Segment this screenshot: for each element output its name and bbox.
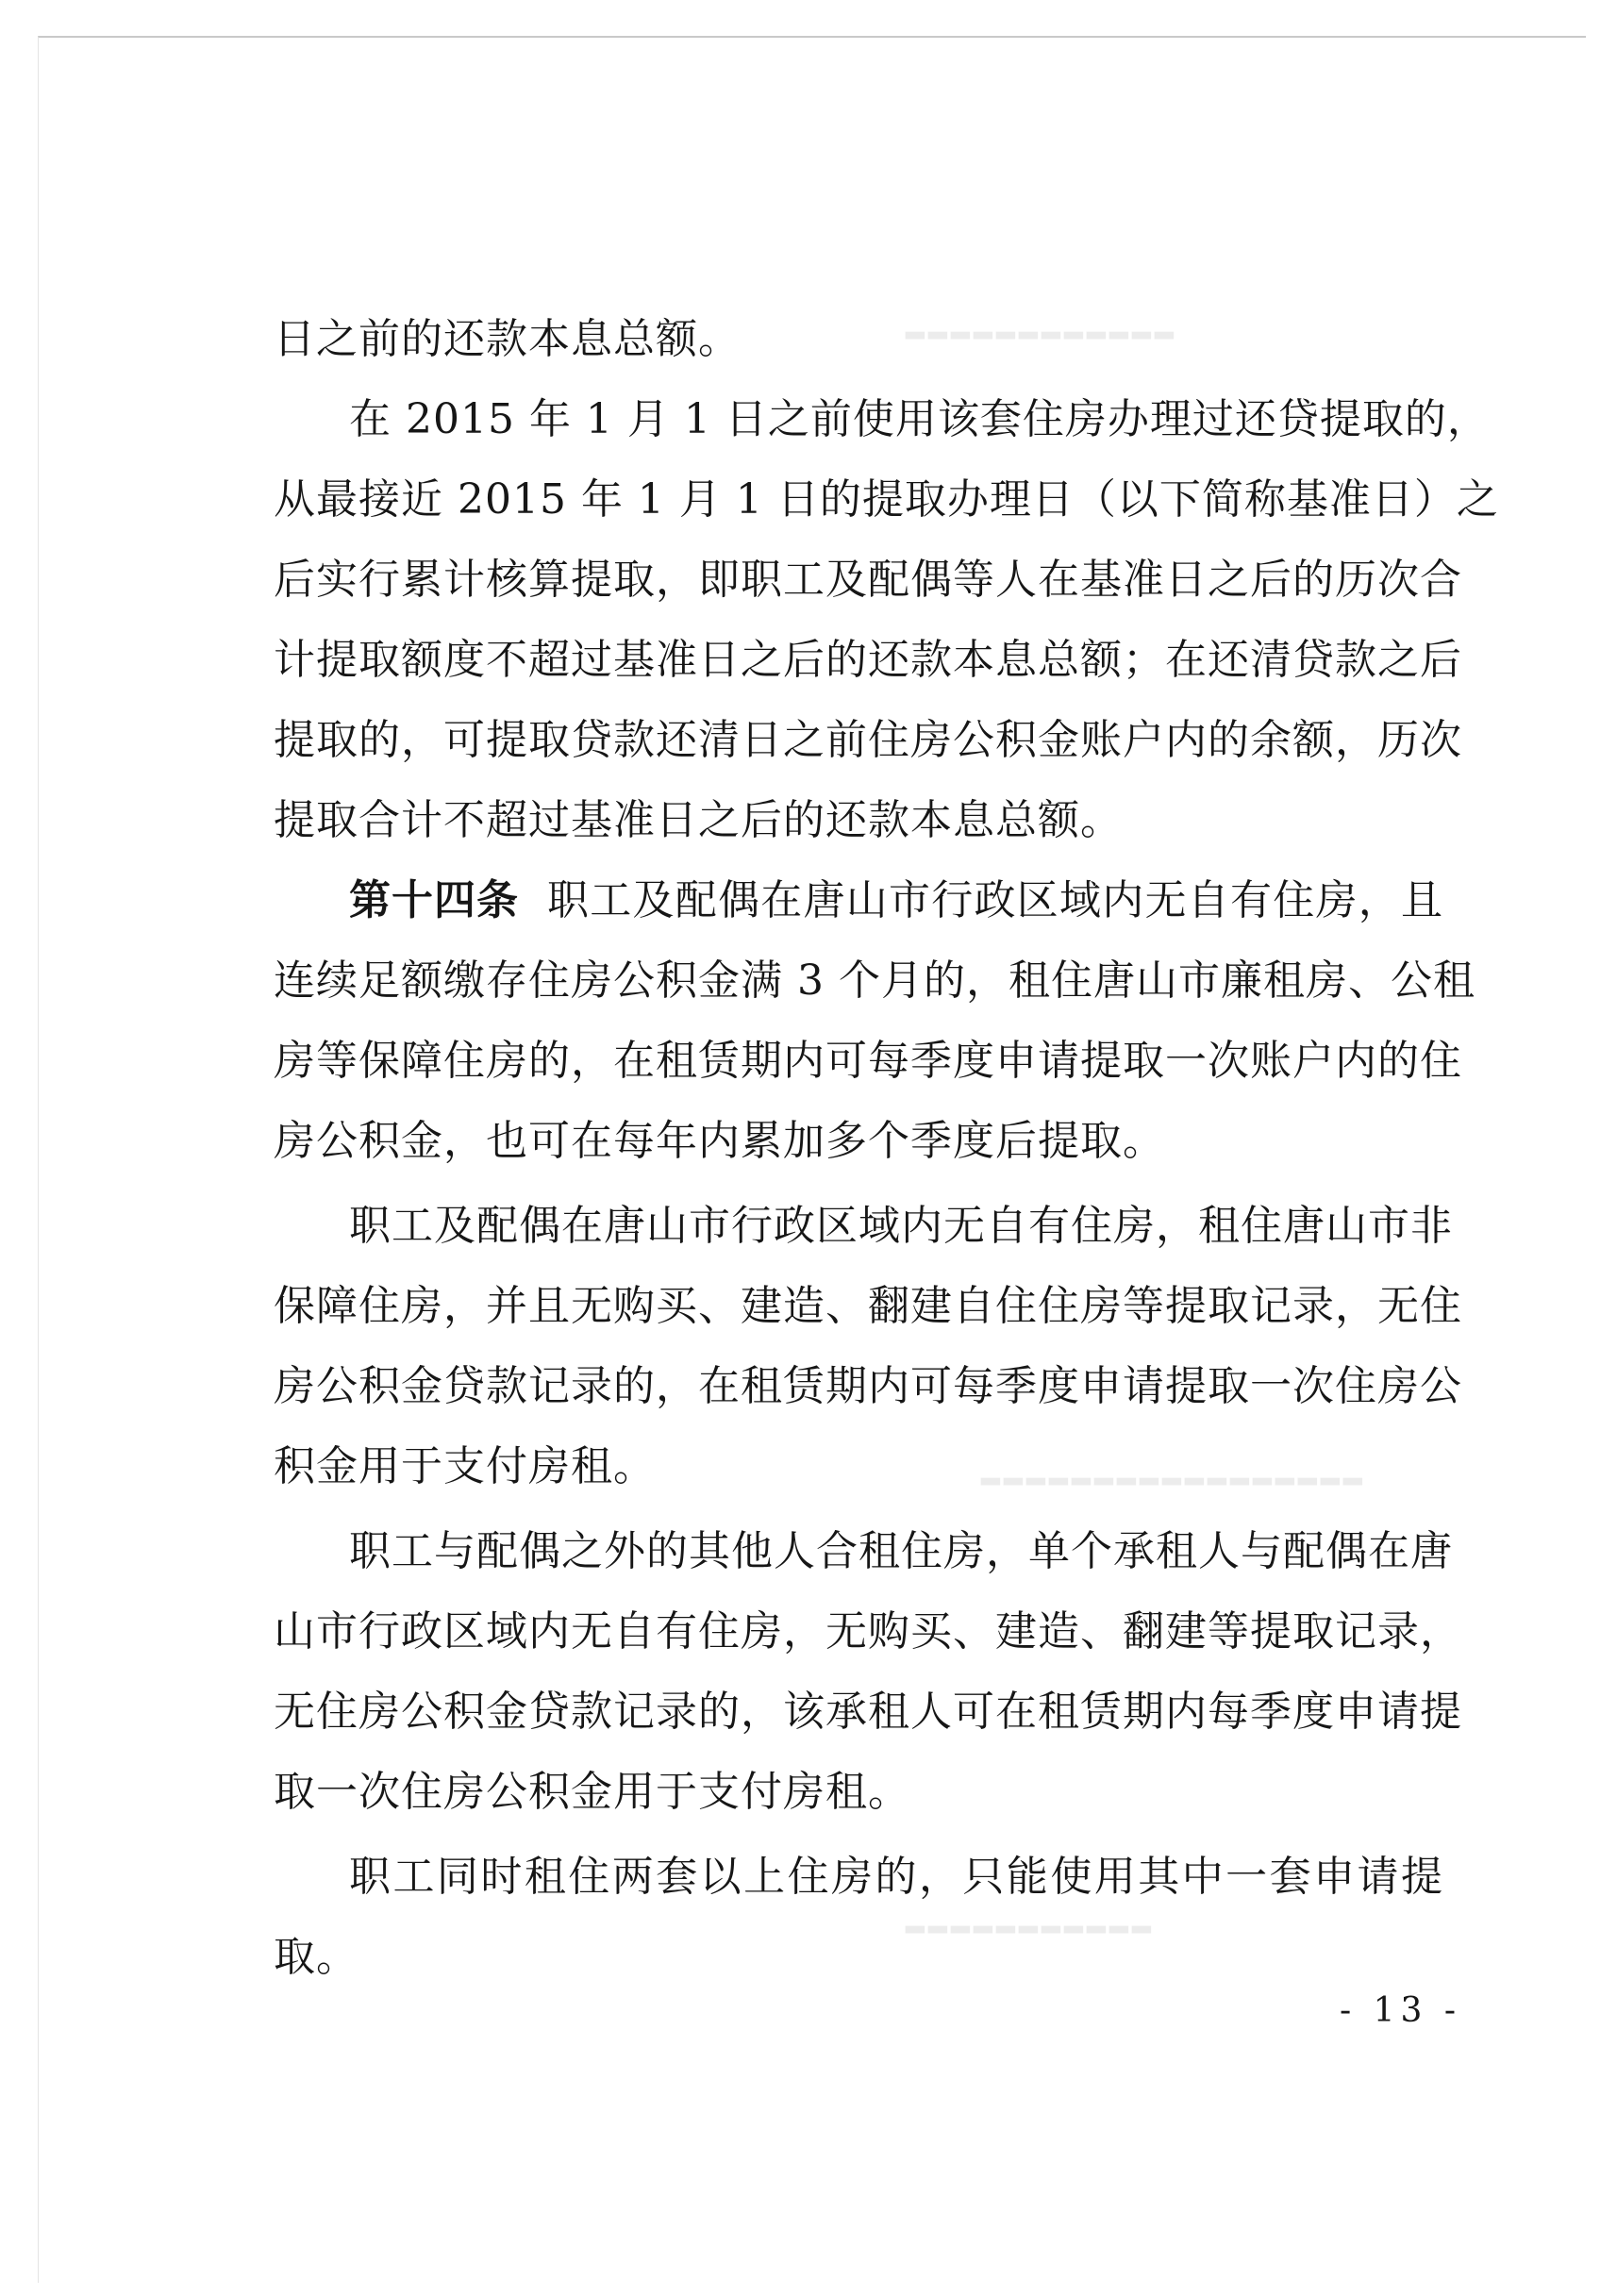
body-line: 取一次住房公积金用于支付房租。 <box>274 1768 910 1816</box>
body-line: 房公积金，也可在每年内累加多个季度后提取。 <box>274 1117 1165 1165</box>
body-line: 房公积金贷款记录的，在租赁期内可每季度申请提取一次住房公 <box>274 1362 1462 1410</box>
body-line: 在 2015 年 1 月 1 日之前使用该套住房办理过还贷提取的， <box>349 395 1490 443</box>
body-line: 计提取额度不超过基准日之后的还款本息总额；在还清贷款之后 <box>274 636 1462 684</box>
body-line: 提取的，可提取贷款还清日之前住房公积金账户内的余额，历次 <box>274 716 1462 764</box>
body-line: 取。 <box>274 1933 358 1981</box>
body-line: 职工同时租住两套以上住房的，只能使用其中一套申请提 <box>349 1853 1443 1901</box>
body-line: 提取合计不超过基准日之后的还款本息总额。 <box>274 796 1123 844</box>
body-line: 房等保障住房的，在租赁期内可每季度申请提取一次账户内的住 <box>274 1037 1462 1085</box>
body-line: 职工及配偶在唐山市行政区域内无自有住房，租住唐山市非 <box>349 1202 1453 1250</box>
body-line: 无住房公积金贷款记录的，该承租人可在租赁期内每季度申请提 <box>274 1688 1462 1736</box>
body-line: 职工与配偶之外的其他人合租住房，单个承租人与配偶在唐 <box>349 1527 1453 1575</box>
body-line: 从最接近 2015 年 1 月 1 日的提取办理日（以下简称基准日）之 <box>274 475 1499 524</box>
body-line: 后实行累计核算提取，即职工及配偶等人在基准日之后的历次合 <box>274 556 1462 604</box>
page-number: - 13 - <box>1340 1991 1462 2030</box>
body-line: 山市行政区域内无自有住房，无购买、建造、翻建等提取记录， <box>274 1607 1462 1655</box>
bleed-through-mark: ▂▂▂▂▂▂▂▂▂▂▂▂ <box>906 311 1177 340</box>
body-line: 连续足额缴存住房公积金满 3 个月的，租住唐山市廉租房、公租 <box>274 957 1475 1005</box>
article-title: 第十四条 <box>349 876 519 924</box>
body-line: 职工及配偶在唐山市行政区域内无自有住房，且 <box>547 876 1443 924</box>
body-line: 日之前的还款本息总额。 <box>274 315 741 363</box>
bleed-through-mark: ▂▂▂▂▂▂▂▂▂▂▂ <box>906 1905 1155 1934</box>
body-line: 保障住房，并且无购买、建造、翻建自住住房等提取记录，无住 <box>274 1282 1462 1330</box>
body-line: 积金用于支付房租。 <box>274 1442 656 1490</box>
bleed-through-mark: ▂▂▂▂▂▂▂▂▂▂▂▂▂▂▂▂▂ <box>981 1457 1366 1486</box>
